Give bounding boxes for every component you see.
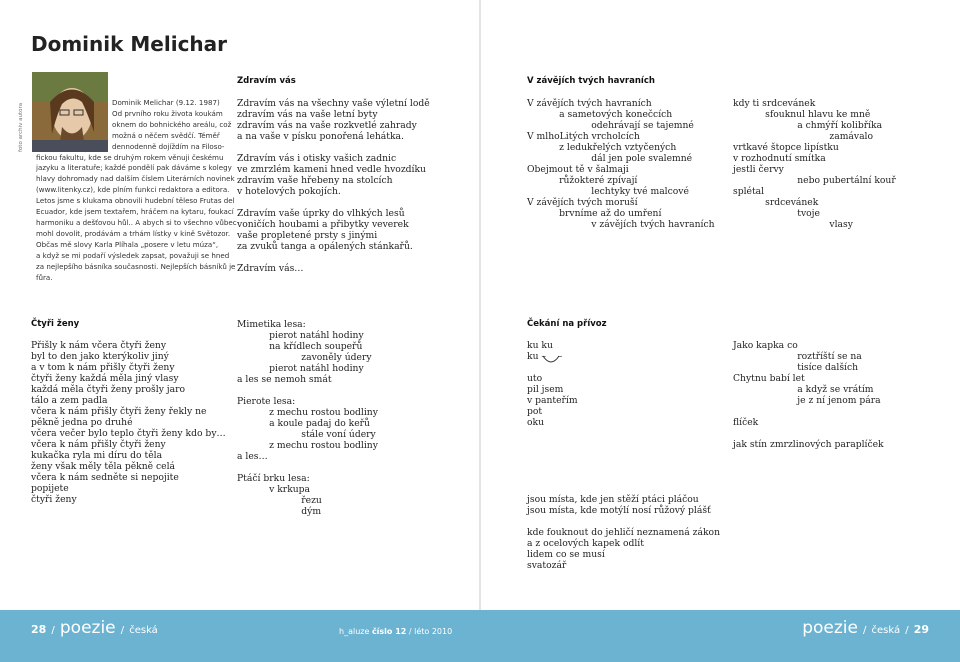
poem-cekani-col1b: jsou místa, kde jen stěží ptáci pláčou jsou místa, kde motýlí nosí růžový plášť kde fouknout do jehličí neznamená zákon a z ocelových kapek odlít lidem co se musí svatozář: [527, 494, 721, 571]
poem-ctyri: Přišly k nám včera čtyři ženy byl to den jako kterýkoliv jiný a v tom k nám přišly čtyři ženy čtyři ženy každá měla jiný vlasy každá měla čtyři ženy prošly jaro tálo a zem padla včera k nám přišly čtyři ženy řekly ne pěkně jedna po druhé včera večer bylo teplo čtyři ženy kdo by… včera k nám přišly čtyři ženy kukačka ryla mi díru do těla ženy však měly těla pěkně celá včera k nám sedněte si nepojite popijete čtyři ženy: [31, 340, 226, 505]
poem-cekani-col1: ku ku ku – – uto pil jsem v panteřím pot oku: [527, 340, 578, 428]
issue-info: h_aluze číslo 12 / léto 2010: [339, 627, 453, 636]
author-bio: [36, 98, 237, 283]
lang-label-left: česká: [129, 625, 158, 636]
poem-havranich-col1: V závějích tvých havraních a sametových konečcích odehrávají se tajemné V mlhoLitých vrcholcích z ledukřelých vztyčených dál jen pole svalemné Obejmout tě v šalmaji růžokteré zpívají lechtyky tvé malcové V závějích tvých moruší brvníme až do umření v závějích tvých havraních: [527, 98, 715, 230]
poem-title-ctyri: Čtyři ženy: [31, 319, 80, 329]
page-number-left: 28: [31, 623, 47, 636]
bio-indent-lines: Dominik Melichar (9.12. 1987) Od prvního roku života koukám oknem do bohnického areálu, což možná o něčem svědčí. Téměř dennodenně dojíždím na Filoso-: [112, 98, 232, 151]
footer-right: poezie / česká / 29: [802, 618, 929, 638]
page-spine: [479, 0, 481, 610]
poem-title-cekani: Čekání na přívoz: [527, 319, 607, 329]
poem-title-zdravim: Zdravím vás: [237, 76, 296, 86]
section-label-left: poezie: [59, 618, 116, 638]
poem-mimetika: Mimetika lesa: pierot natáhl hodiny na křídlech soupeřů zavoněly údery pierot natáhl hodiny a les se nemoh smát Pierote lesa: z mechu rostou bodliny a koule padaj do keřů stále voní údery z mechu rostou bodliny a les… Ptáčí brku lesa: v krkupa řezu dým: [237, 319, 378, 517]
photo-credit: foto archiv autora: [18, 102, 24, 152]
author-name: Dominik Melichar: [31, 32, 228, 56]
bio-full-lines: fickou fakultu, kde se druhým rokem věnuji českému jazyku a literatuře; každé pondělí pak dáváme s kolegy hlavy dohromady nad dalším číslem Literárních novinek (www.litenky.cz), kde plním funkci redaktora a editora. Letos jsme s klukama obnovili hudební těleso Frutas del Ecuador, kde jsem textařem, hráčem na kytaru, foukací harmoniku a dešťovou hůl.. A abych si to všechno vůbec mohl dovolit, prodávám a trhám lístky v kině Světozor. Občas mě slovy Karla Plíhala „posere v letu múza“, a když se mi podaří výsledek zapsat, považuji se hned za nejlepšího básníka současnosti. Nejlepších básníků je fůra.: [36, 152, 237, 282]
footer-bar: [0, 610, 960, 662]
poem-title-havranich: V závějích tvých havraních: [527, 76, 655, 86]
poem-zdravim: Zdravím vás na všechny vaše výletní lodě zdravím vás na vaše letní byty zdravím vás na vaše rozkvetlé zahrady a na vaše v písku ponořená lehátka. Zdravím vás i otisky vašich zadnic ve zmrzlém kameni hned vedle hvozdíku zdravím vaše hřebeny na stolcích v hotelových pokojích. Zdravím vaše úprky do vlhkých lesů voničích houbami a přibytky veverek vaše propletené prsty s jinými za zvuků tanga a opálených stánkařů. Zdravím vás…: [237, 98, 430, 274]
poem-havranich-col2: kdy ti srdcevánek sfouknul hlavu ke mně a chmýří kolibříka zamávalo vrtkavé štopce lipístku v rozhodnutí smítka jestli červy nebo pubertální kouř splétal srdcevánek tvoje vlasy: [733, 98, 896, 230]
poem-cekani-col2: Jako kapka co roztříští se na tisíce dalších Chytnu babí let a když se vrátím je z ní jenom pára flíček jak stín zmrzlinových paraplíček: [733, 340, 884, 450]
page-number-right: 29: [913, 623, 929, 636]
footer-left: 28 / poezie / česká: [31, 618, 158, 638]
arc-mark: [541, 354, 561, 366]
lang-label-right: česká: [871, 625, 901, 636]
section-label-right: poezie: [802, 618, 858, 638]
